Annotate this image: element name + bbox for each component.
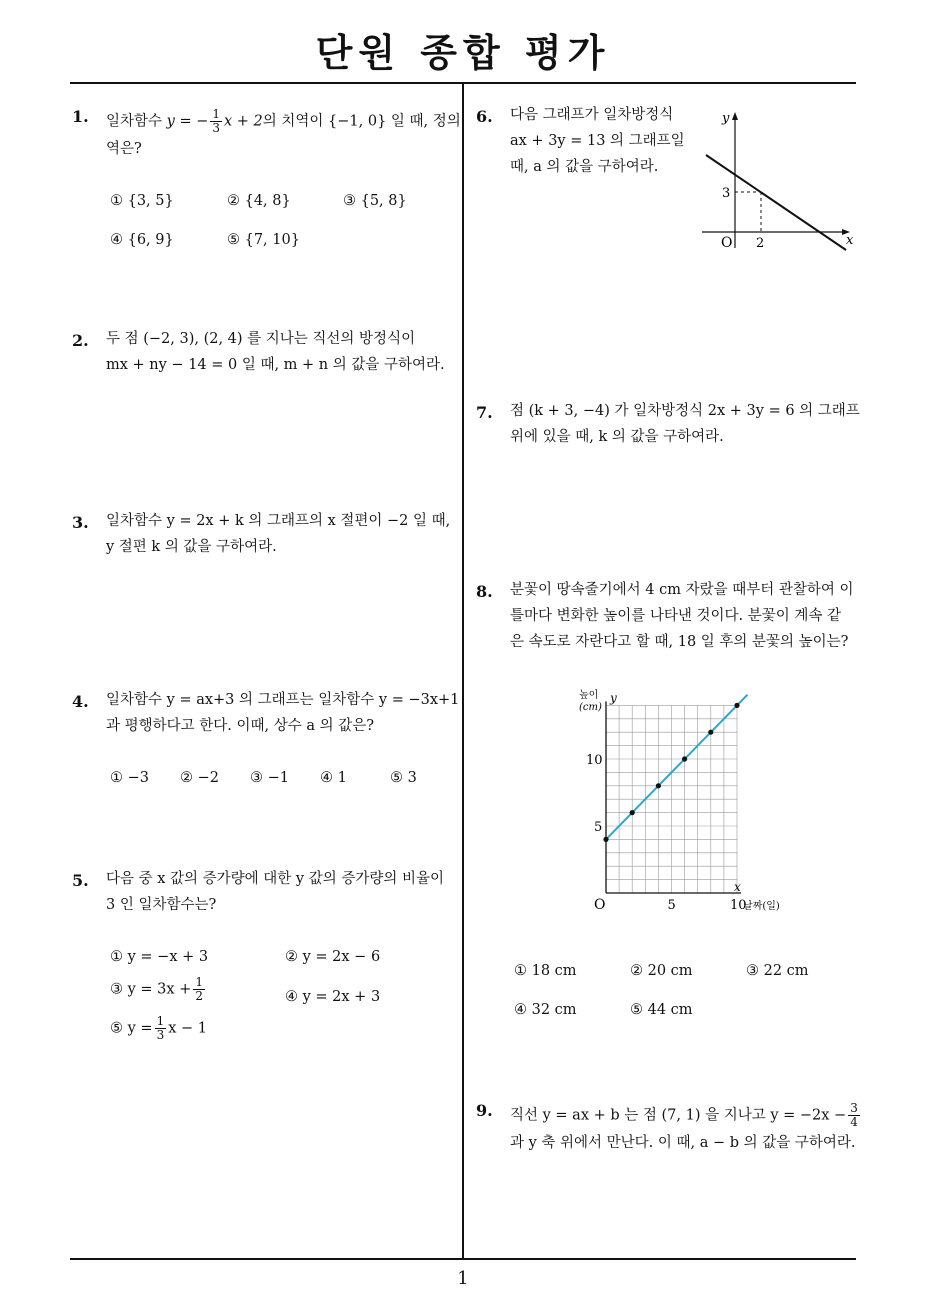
question-text-line2: 3 인 일차함수는? — [106, 897, 217, 913]
column-divider — [462, 83, 464, 1259]
question-text-line2: 역은? — [106, 141, 142, 157]
page-title: 단원 종합 평가 — [315, 31, 611, 75]
growth-chart — [570, 686, 810, 916]
x-axis-label: x — [846, 233, 854, 248]
question-number: 3. — [72, 513, 89, 532]
x-axis-letter: x — [734, 880, 741, 894]
question-number: 8. — [476, 582, 493, 601]
question-text: 일차함수 y = − $\frac{1}{3}$ x + 2의 치역이 {−1, 0} 일 때, 정의 — [106, 107, 461, 135]
question-number: 4. — [72, 692, 89, 711]
y-axis-arrow-icon — [732, 112, 738, 120]
x-axis-label: 날짜(일) — [743, 901, 780, 912]
choice-3: ③ 22 cm — [746, 963, 809, 979]
data-point — [630, 810, 635, 815]
x-tick-label: 10 — [730, 898, 747, 913]
question-number: 2. — [72, 331, 89, 350]
choice-2: ② {4, 8} — [227, 193, 291, 209]
fraction: $\frac{1}{2}$ — [195, 975, 203, 1003]
choice-1: ① 18 cm — [514, 963, 577, 979]
fraction: $\frac{1}{3}$ — [212, 107, 220, 135]
question-text-line2: y 절편 k 의 값을 구하여라. — [106, 539, 277, 555]
fraction: $\frac{1}{3}$ — [156, 1014, 165, 1042]
y-axis-label: y — [722, 111, 730, 126]
choice-5: ⑤ {7, 10} — [227, 232, 300, 248]
linear-graph-figure — [700, 108, 860, 258]
question-number: 7. — [476, 403, 493, 422]
fraction: $\frac{3}{4}$ — [850, 1101, 858, 1129]
y-axis-letter: y — [610, 691, 617, 705]
choice-4: ④ 32 cm — [514, 1002, 577, 1018]
question-number: 5. — [72, 871, 89, 890]
choice-5: ⑤ 3 — [390, 770, 417, 786]
question-text: 일차함수 y = ax+3 의 그래프는 일차함수 y = −3x+1 — [106, 692, 460, 708]
choice-4: ④ {6, 9} — [110, 232, 174, 248]
question-text: 점 (k + 3, −4) 가 일차방정식 2x + 3y = 6 의 그래프 — [510, 403, 860, 419]
choice-3: ③ −1 — [250, 770, 289, 786]
data-point — [682, 756, 687, 761]
data-point — [734, 703, 739, 708]
question-number: 9. — [476, 1101, 493, 1120]
origin-label: O — [721, 235, 733, 251]
choice-1: ① −3 — [110, 770, 149, 786]
question-text-line2: mx + ny − 14 = 0 일 때, m + n 의 값을 구하여라. — [106, 357, 445, 373]
choice-4: ④ y = 2x + 3 — [285, 989, 381, 1005]
question-text: 일차함수 y = 2x + k 의 그래프의 x 절편이 −2 일 때, — [106, 513, 451, 529]
question-text: 다음 그래프가 일차방정식 — [510, 107, 674, 123]
choice-5: ⑤ 44 cm — [630, 1002, 693, 1018]
question-text: 두 점 (−2, 3), (2, 4) 를 지나는 직선의 방정식이 — [106, 331, 416, 347]
choice-4: ④ 1 — [320, 770, 347, 786]
choice-5: ⑤ y = $\frac{1}{3}$ x − 1 — [110, 1014, 207, 1042]
data-point — [603, 837, 608, 842]
question-text-line2: 과 평행하다고 한다. 이때, 상수 a 의 값은? — [106, 718, 375, 734]
choice-2: ② −2 — [180, 770, 219, 786]
y-axis-unit-label: (cm) — [579, 702, 602, 713]
question-number: 1. — [72, 107, 89, 126]
question-text: 다음 중 x 값의 증가량에 대한 y 값의 증가량의 비율이 — [106, 871, 444, 887]
question-text: 분꽃이 땅속줄기에서 4 cm 자랐을 때부터 관찰하여 이 — [510, 582, 854, 598]
footer-rule — [70, 1258, 856, 1260]
y-tick-label: 3 — [722, 186, 731, 201]
origin-label: O — [594, 897, 606, 913]
data-point — [656, 783, 661, 788]
question-text: 직선 y = ax + b 는 점 (7, 1) 을 지나고 y = −2x − $\frac{3}{4}$ — [510, 1101, 858, 1129]
question-text-line2: ax + 3y = 13 의 그래프일 — [510, 133, 685, 149]
x-tick-label: 2 — [756, 236, 765, 251]
data-point — [708, 730, 713, 735]
y-tick-label: 10 — [586, 753, 603, 768]
page-number: 1 — [457, 1268, 469, 1289]
question-text-line3: 때, a 의 값을 구하여라. — [510, 159, 659, 175]
choice-2: ② y = 2x − 6 — [285, 949, 381, 965]
question-text-line2: 과 y 축 위에서 만난다. 이 때, a − b 의 값을 구하여라. — [510, 1135, 856, 1151]
choice-2: ② 20 cm — [630, 963, 693, 979]
choice-3: ③ y = 3x + $\frac{1}{2}$ — [110, 975, 203, 1003]
question-text-line2: 틀마다 변화한 높이를 나타낸 것이다. 분꽃이 계속 같 — [510, 608, 842, 624]
question-text-line3: 은 속도로 자란다고 할 때, 18 일 후의 분꽃의 높이는? — [510, 634, 849, 650]
choice-1: ① {3, 5} — [110, 193, 174, 209]
chart-grid — [606, 705, 737, 893]
choice-1: ① y = −x + 3 — [110, 949, 209, 965]
choice-3: ③ {5, 8} — [343, 193, 407, 209]
series-line — [606, 695, 747, 840]
question-number: 6. — [476, 107, 493, 126]
x-tick-label: 5 — [667, 898, 676, 913]
question-text-line2: 위에 있을 때, k 의 값을 구하여라. — [510, 429, 724, 445]
y-tick-label: 5 — [594, 820, 603, 835]
y-axis-label: 높이 — [579, 690, 599, 701]
